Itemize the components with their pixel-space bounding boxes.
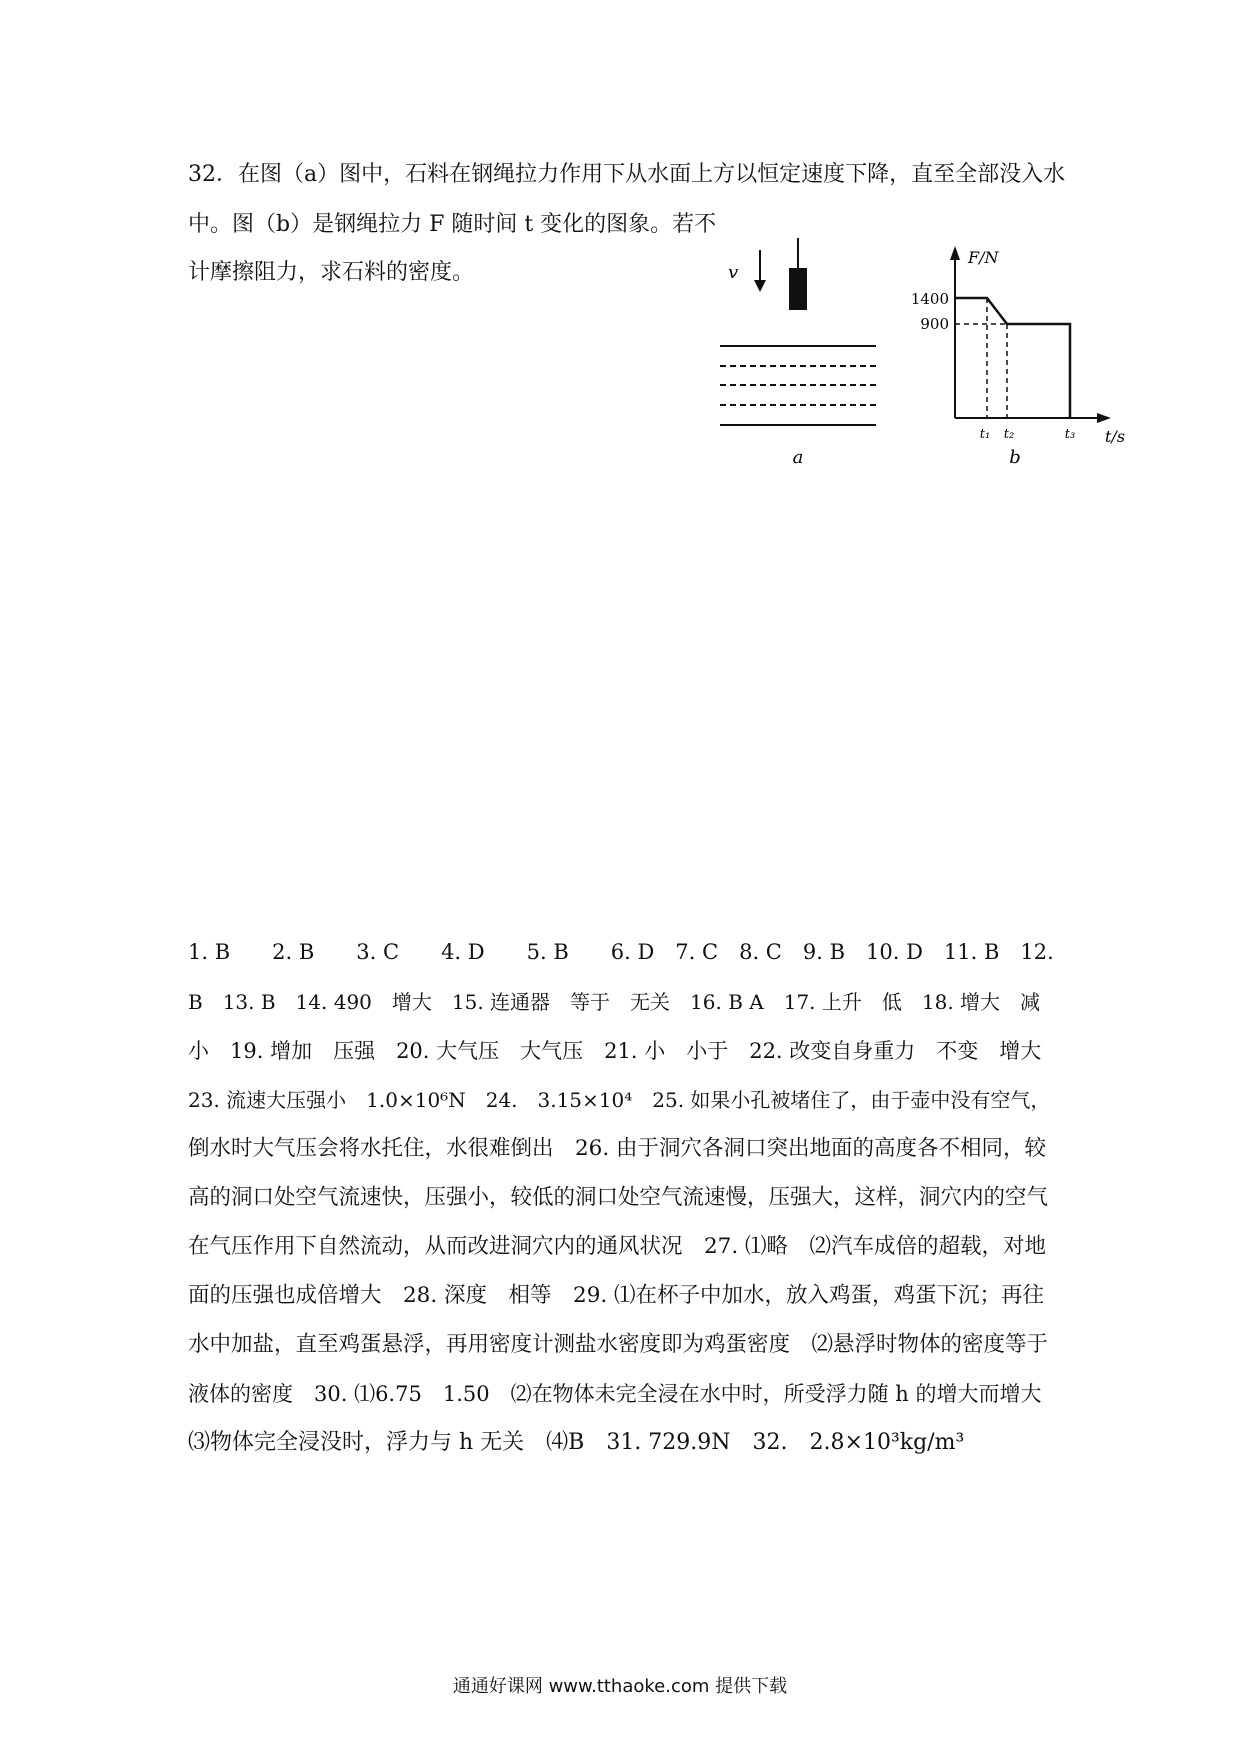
figure-b-caption: b (1009, 447, 1021, 468)
answer-line-2: B 13. B 14. 490 增大 15. 连通器 等于 无关 16. B A 17. 上升 低 18. 增大 减 (188, 990, 1041, 1014)
answer-line-10: 液体的密度 30. ⑴6.75 1.50 ⑵在物体未完全浸在水中时，所受浮力随 h 的增大而增大 (188, 1382, 1042, 1406)
answer-line-7: 在气压作用下自然流动，从而改进洞穴内的通风状况 27. ⑴略 ⑵汽车成倍的超载，对地 (188, 1234, 1047, 1259)
x-tick-t2: t₂ (1003, 427, 1015, 442)
answer-line-6: 高的洞口处空气流速快，压强小，较低的洞口处空气流速慢，压强大，这样，洞穴内的空气 (188, 1185, 1049, 1210)
answer-line-4: 23. 流速大压强小 1.0×10⁶N 24. 3.15×10⁴ 25. 如果小孔被堵住了，由于壶中没有空气， (188, 1088, 1051, 1112)
x-tick-t1: t₁ (979, 427, 991, 442)
velocity-label: v (728, 262, 739, 283)
question-line-2: 中。图（b）是钢绳拉力 F 随时间 t 变化的图象。若不 (188, 212, 717, 237)
question-line-1: 32．在图（a）图中，石料在钢绳拉力作用下从水面上方以恒定速度下降，直至全部没入水 (188, 162, 1066, 187)
answer-line-9: 水中加盐，直至鸡蛋悬浮，再用密度计测盐水密度即为鸡蛋密度 ⑵悬浮时物体的密度等于 (188, 1332, 1049, 1357)
y-axis (950, 246, 960, 418)
answer-line-3: 小 19. 增加 压强 20. 大气压 大气压 21. 小 小于 22. 改变自身重力 不变 增大 (188, 1039, 1042, 1063)
footer-source: 通通好课网 www.tthaoke.com 提供下载 (452, 1676, 788, 1697)
answer-line-5: 倒水时大气压会将水托住，水很难倒出 26. 由于洞穴各洞口突出地面的高度各不相同，较 (188, 1136, 1047, 1161)
question-line-3: 计摩擦阻力，求石料的密度。 (188, 260, 475, 285)
answer-line-8: 面的压强也成倍增大 28. 深度 相等 29. ⑴在杯子中加水，放入鸡蛋，鸡蛋下沉；再往 (188, 1283, 1045, 1308)
figure-b (905, 238, 1145, 478)
x-axis (955, 413, 1111, 423)
answer-line-11: ⑶物体完全浸没时，浮力与 h 无关 ⑷B 31. 729.9N 32. 2.8×10³kg/m³ (188, 1430, 965, 1455)
x-axis-label: t/s (1105, 427, 1126, 446)
figure-a (718, 238, 898, 478)
answer-line-1: 1. B 2. B 3. C 4. D 5. B 6. D 7. C 8. C 9. B 10. D 11. B 12. (188, 940, 1054, 964)
force-curve (955, 298, 1070, 418)
y-tick-1400: 1400 (910, 290, 949, 308)
stone-block (789, 268, 807, 310)
water-surface (720, 346, 876, 425)
figure-a-caption: a (792, 447, 804, 468)
y-tick-900: 900 (920, 315, 949, 333)
down-arrow-icon (754, 250, 766, 292)
x-tick-t3: t₃ (1064, 427, 1076, 442)
guide-lines (955, 298, 1007, 418)
y-axis-label: F/N (968, 248, 999, 267)
